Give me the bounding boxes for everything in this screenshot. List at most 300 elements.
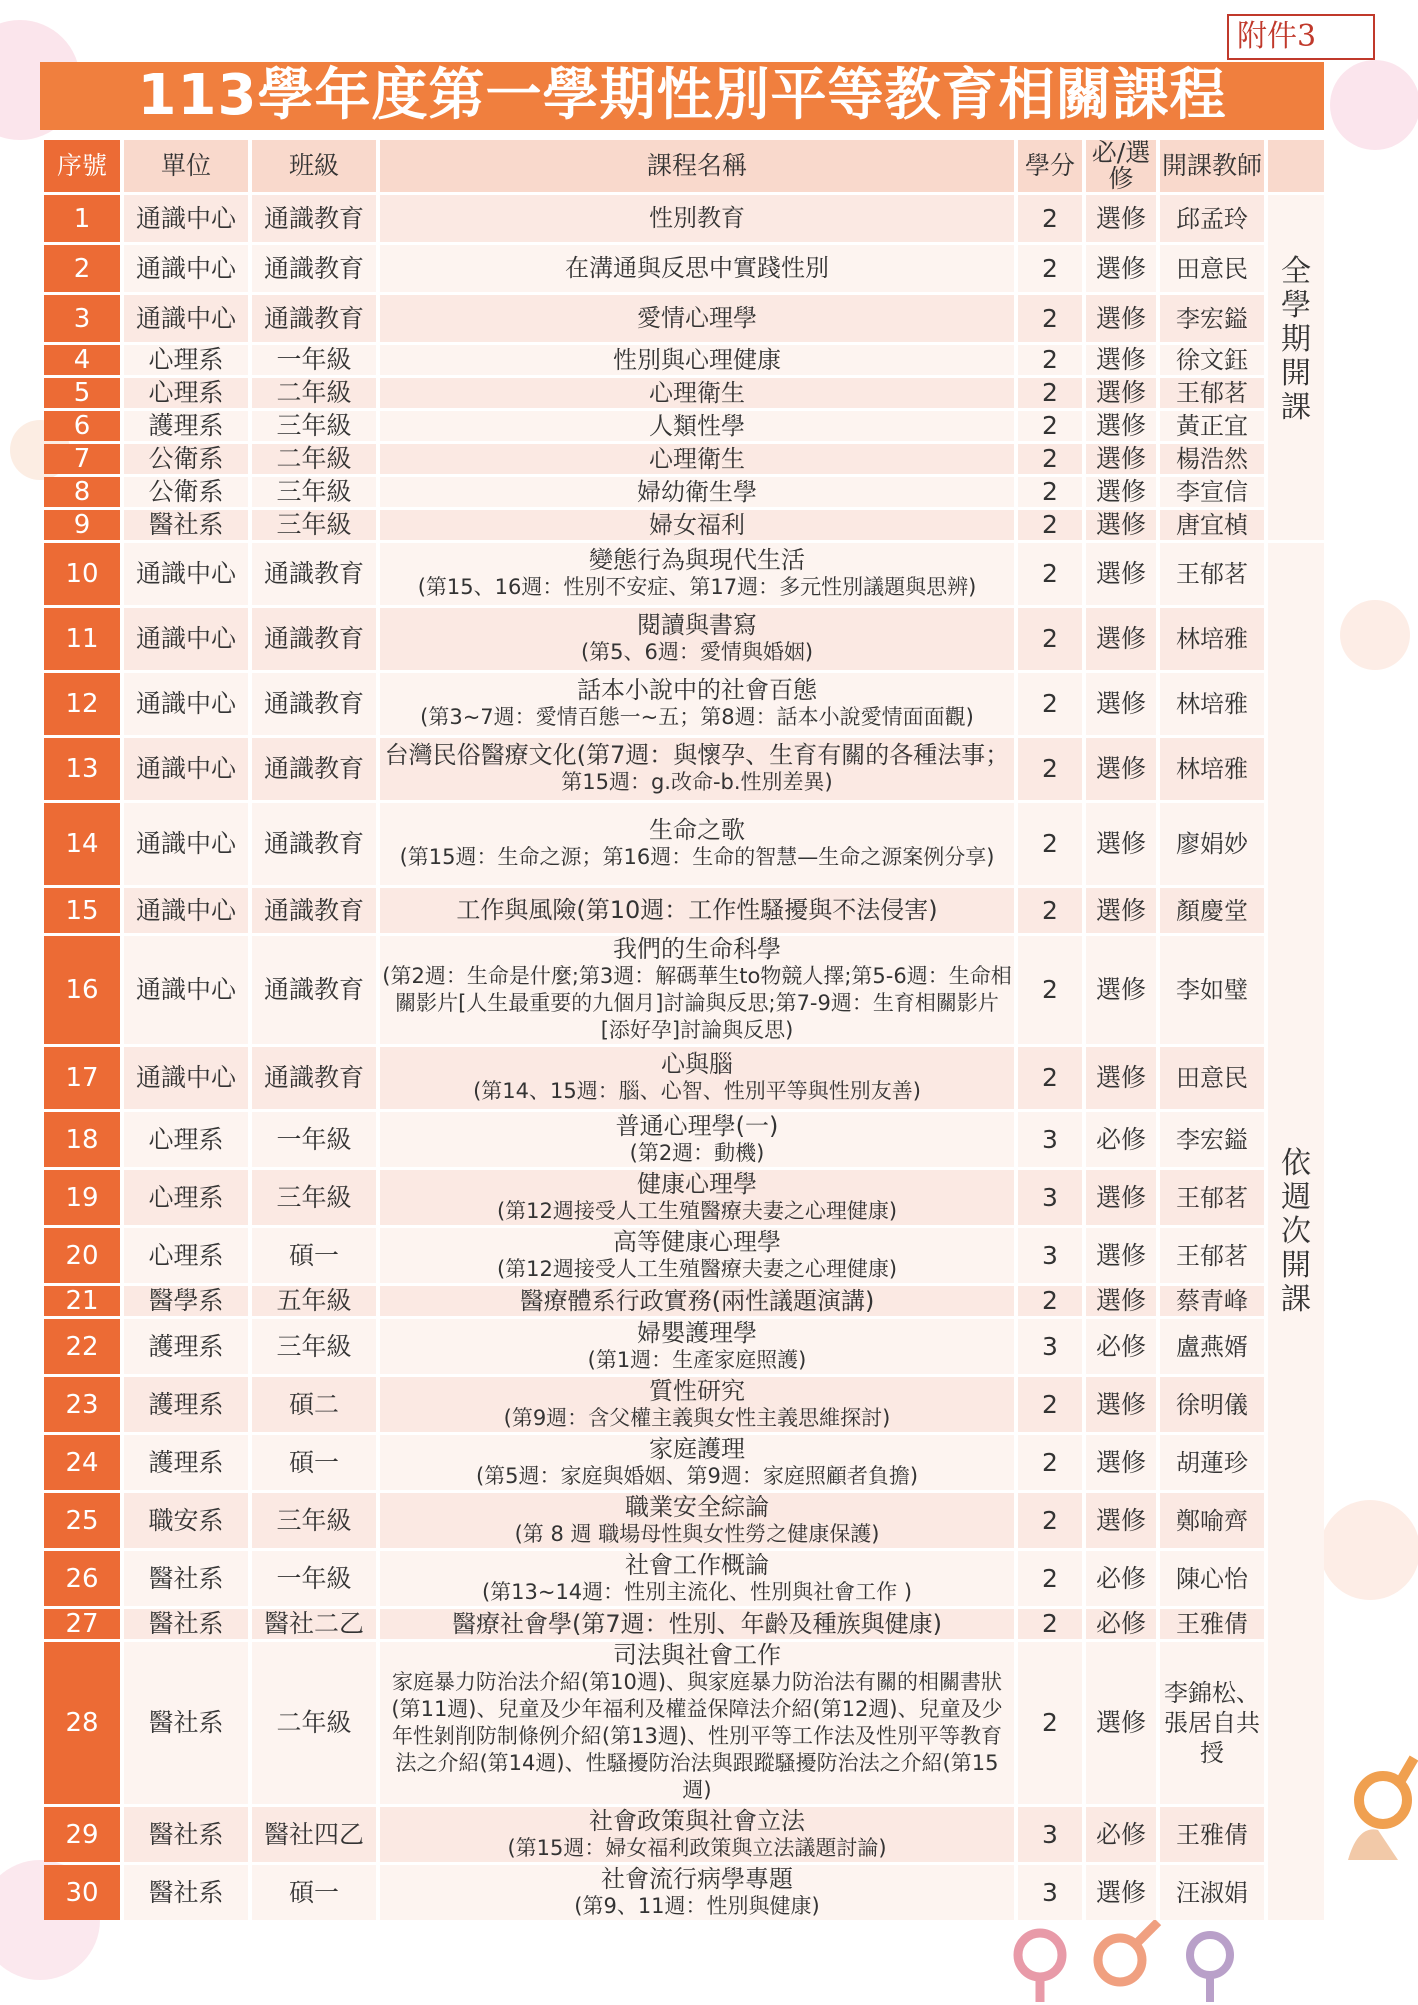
row-credits: 3 xyxy=(1018,1112,1082,1167)
row-required: 必修 xyxy=(1086,1551,1156,1606)
row-required: 選修 xyxy=(1086,936,1156,1044)
row-unit: 公衛系 xyxy=(124,444,248,474)
row-teacher: 王郁茗 xyxy=(1160,543,1264,605)
row-no: 9 xyxy=(44,510,120,540)
course-detail: (第1週：生產家庭照護) xyxy=(587,1347,807,1372)
row-no: 18 xyxy=(44,1112,120,1167)
row-required: 選修 xyxy=(1086,411,1156,441)
row-required: 選修 xyxy=(1086,543,1156,605)
row-no: 12 xyxy=(44,673,120,735)
row-class: 醫社二乙 xyxy=(252,1609,376,1639)
course-title: 變態行為與現代生活 xyxy=(589,546,805,574)
row-course xyxy=(380,1493,1014,1548)
row-teacher: 王郁茗 xyxy=(1160,378,1264,408)
course-title: 質性研究 xyxy=(649,1377,745,1405)
row-teacher: 鄭喻齊 xyxy=(1160,1493,1264,1548)
row-class: 通識教育 xyxy=(252,738,376,800)
table-row xyxy=(44,936,1324,1044)
table-row xyxy=(44,411,1324,441)
course-title: 社會政策與社會立法 xyxy=(589,1807,805,1835)
row-required: 選修 xyxy=(1086,608,1156,670)
row-unit: 公衛系 xyxy=(124,477,248,507)
row-unit: 心理系 xyxy=(124,345,248,375)
row-credits: 2 xyxy=(1018,477,1082,507)
course-title: 普通心理學(一) xyxy=(615,1112,779,1140)
row-unit: 醫社系 xyxy=(124,1807,248,1862)
row-teacher: 林培雅 xyxy=(1160,738,1264,800)
row-teacher: 田意民 xyxy=(1160,245,1264,292)
row-teacher: 顏慶堂 xyxy=(1160,888,1264,933)
table-row xyxy=(44,1807,1324,1862)
row-course xyxy=(380,673,1014,735)
row-class: 通識教育 xyxy=(252,195,376,242)
row-credits: 2 xyxy=(1018,1551,1082,1606)
course-title: 工作與風險(第10週：工作性騷擾與不法侵害) xyxy=(456,896,938,924)
row-credits: 2 xyxy=(1018,378,1082,408)
row-credits: 2 xyxy=(1018,1047,1082,1109)
side-label-text: 全 學 期 開 課 xyxy=(1281,254,1311,425)
row-unit: 心理系 xyxy=(124,1170,248,1225)
row-teacher: 徐明儀 xyxy=(1160,1377,1264,1432)
row-credits: 2 xyxy=(1018,888,1082,933)
row-class: 通識教育 xyxy=(252,1047,376,1109)
row-required: 必修 xyxy=(1086,1609,1156,1639)
row-credits: 2 xyxy=(1018,543,1082,605)
row-credits: 3 xyxy=(1018,1865,1082,1920)
row-unit: 醫社系 xyxy=(124,510,248,540)
row-class: 通識教育 xyxy=(252,608,376,670)
row-credits: 2 xyxy=(1018,295,1082,342)
table-row xyxy=(44,444,1324,474)
header-teacher: 開課教師 xyxy=(1160,140,1264,192)
row-teacher: 汪淑娟 xyxy=(1160,1865,1264,1920)
bokeh-decoration xyxy=(1320,1500,1418,1600)
table-row xyxy=(44,738,1324,800)
course-title: 婦女福利 xyxy=(649,510,745,539)
row-no: 5 xyxy=(44,378,120,408)
row-class: 碩一 xyxy=(252,1435,376,1490)
row-course xyxy=(380,936,1014,1044)
row-no: 4 xyxy=(44,345,120,375)
row-unit: 醫社系 xyxy=(124,1551,248,1606)
row-no: 3 xyxy=(44,295,120,342)
bokeh-decoration xyxy=(1330,60,1418,150)
header-required: 必/選修 xyxy=(1086,140,1156,192)
table-row xyxy=(44,195,1324,242)
row-course xyxy=(380,1047,1014,1109)
table-row xyxy=(44,245,1324,292)
course-detail: (第9週：含父權主義與女性主義思維探討) xyxy=(503,1405,891,1430)
row-class: 二年級 xyxy=(252,1642,376,1804)
course-title: 高等健康心理學 xyxy=(613,1228,781,1256)
course-detail: (第12週接受人工生殖醫療夫妻之心理健康) xyxy=(496,1256,898,1281)
row-teacher: 邱孟玲 xyxy=(1160,195,1264,242)
course-title: 心理衛生 xyxy=(649,378,745,407)
row-credits: 2 xyxy=(1018,738,1082,800)
row-course xyxy=(380,444,1014,474)
row-unit: 通識中心 xyxy=(124,673,248,735)
row-no: 24 xyxy=(44,1435,120,1490)
row-credits: 2 xyxy=(1018,1493,1082,1548)
row-required: 選修 xyxy=(1086,1493,1156,1548)
row-course xyxy=(380,510,1014,540)
row-teacher: 廖娟妙 xyxy=(1160,803,1264,885)
row-credits: 3 xyxy=(1018,1319,1082,1374)
row-unit: 通識中心 xyxy=(124,1047,248,1109)
row-unit: 通識中心 xyxy=(124,608,248,670)
row-course xyxy=(380,477,1014,507)
row-teacher: 盧燕婿 xyxy=(1160,1319,1264,1374)
row-no: 17 xyxy=(44,1047,120,1109)
row-no: 8 xyxy=(44,477,120,507)
course-title: 健康心理學 xyxy=(637,1170,757,1198)
row-class: 三年級 xyxy=(252,477,376,507)
row-required: 選修 xyxy=(1086,378,1156,408)
row-credits: 3 xyxy=(1018,1807,1082,1862)
row-teacher: 李如璧 xyxy=(1160,936,1264,1044)
row-unit: 通識中心 xyxy=(124,803,248,885)
course-title: 閱讀與書寫 xyxy=(637,611,757,639)
row-course xyxy=(380,608,1014,670)
table-row xyxy=(44,510,1324,540)
row-course xyxy=(380,1609,1014,1639)
row-teacher: 黃正宜 xyxy=(1160,411,1264,441)
table-row xyxy=(44,1170,1324,1225)
row-required: 選修 xyxy=(1086,1286,1156,1316)
row-teacher: 李宏鎰 xyxy=(1160,1112,1264,1167)
course-title: 婦嬰護理學 xyxy=(637,1319,757,1347)
row-course xyxy=(380,1865,1014,1920)
row-class: 五年級 xyxy=(252,1286,376,1316)
row-required: 必修 xyxy=(1086,1319,1156,1374)
table-row xyxy=(44,1865,1324,1920)
header-no: 序號 xyxy=(44,140,120,192)
table-row xyxy=(44,1609,1324,1639)
header-side-blank xyxy=(1268,140,1324,192)
row-unit: 通識中心 xyxy=(124,738,248,800)
row-unit: 通識中心 xyxy=(124,888,248,933)
course-detail: (第15週：婦女福利政策與立法議題討論) xyxy=(507,1835,887,1860)
row-required: 選修 xyxy=(1086,1170,1156,1225)
row-unit: 通識中心 xyxy=(124,195,248,242)
row-unit: 護理系 xyxy=(124,1435,248,1490)
row-credits: 2 xyxy=(1018,673,1082,735)
row-unit: 護理系 xyxy=(124,411,248,441)
row-no: 1 xyxy=(44,195,120,242)
row-no: 11 xyxy=(44,608,120,670)
row-class: 醫社四乙 xyxy=(252,1807,376,1862)
course-detail: (第2週：動機) xyxy=(629,1140,765,1165)
row-no: 15 xyxy=(44,888,120,933)
row-required: 選修 xyxy=(1086,510,1156,540)
row-course xyxy=(380,1377,1014,1432)
course-title: 台灣民俗醫療文化(第7週：與懷孕、生育有關的各種法事； xyxy=(384,741,1010,769)
row-no: 13 xyxy=(44,738,120,800)
row-required: 選修 xyxy=(1086,888,1156,933)
row-course xyxy=(380,1435,1014,1490)
side-label-text: 依 週 次 開 課 xyxy=(1281,1145,1311,1317)
row-class: 一年級 xyxy=(252,1112,376,1167)
row-no: 10 xyxy=(44,543,120,605)
row-course xyxy=(380,888,1014,933)
row-unit: 醫社系 xyxy=(124,1609,248,1639)
row-credits: 2 xyxy=(1018,510,1082,540)
table-row xyxy=(44,1286,1324,1316)
gender-symbol-hand-decoration xyxy=(1338,1730,1418,1860)
row-no: 26 xyxy=(44,1551,120,1606)
course-title: 心理衛生 xyxy=(649,444,745,473)
row-credits: 2 xyxy=(1018,1609,1082,1639)
row-class: 三年級 xyxy=(252,1170,376,1225)
row-class: 一年級 xyxy=(252,345,376,375)
row-teacher: 胡蓮珍 xyxy=(1160,1435,1264,1490)
row-class: 通識教育 xyxy=(252,888,376,933)
course-title: 社會流行病學專題 xyxy=(601,1865,793,1893)
row-teacher: 田意民 xyxy=(1160,1047,1264,1109)
table-row xyxy=(44,608,1324,670)
row-credits: 2 xyxy=(1018,1286,1082,1316)
header-credits: 學分 xyxy=(1018,140,1082,192)
gender-symbols-decoration xyxy=(1000,1910,1300,2005)
row-no: 16 xyxy=(44,936,120,1044)
row-class: 通識教育 xyxy=(252,673,376,735)
row-course xyxy=(380,738,1014,800)
row-required: 選修 xyxy=(1086,1228,1156,1283)
course-detail: (第3~7週：愛情百態一~五；第8週：話本小說愛情面面觀) xyxy=(420,705,974,729)
course-title: 性別與心理健康 xyxy=(613,345,781,374)
row-required: 選修 xyxy=(1086,1047,1156,1109)
row-teacher: 林培雅 xyxy=(1160,608,1264,670)
table-row xyxy=(44,1047,1324,1109)
row-required: 選修 xyxy=(1086,345,1156,375)
row-teacher: 李宣信 xyxy=(1160,477,1264,507)
row-teacher: 李錦松、張居自共授 xyxy=(1160,1642,1264,1804)
course-title: 性別教育 xyxy=(649,204,745,232)
row-teacher: 徐文鈺 xyxy=(1160,345,1264,375)
row-unit: 護理系 xyxy=(124,1377,248,1432)
row-credits: 3 xyxy=(1018,1228,1082,1283)
row-required: 選修 xyxy=(1086,1642,1156,1804)
header-class: 班級 xyxy=(252,140,376,192)
row-required: 選修 xyxy=(1086,738,1156,800)
course-title: 愛情心理學 xyxy=(637,304,757,332)
table-row xyxy=(44,1435,1324,1490)
course-detail: (第13~14週：性別主流化、性別與社會工作 ) xyxy=(481,1579,913,1604)
side-label-by-week xyxy=(1268,543,1324,1920)
course-detail: (第 8 週 職場母性與女性勞之健康保護) xyxy=(514,1521,880,1546)
row-teacher: 王郁茗 xyxy=(1160,1228,1264,1283)
row-required: 選修 xyxy=(1086,803,1156,885)
row-teacher: 楊浩然 xyxy=(1160,444,1264,474)
row-unit: 心理系 xyxy=(124,378,248,408)
table-row xyxy=(44,1228,1324,1283)
row-credits: 2 xyxy=(1018,1377,1082,1432)
row-unit: 心理系 xyxy=(124,1112,248,1167)
table-row xyxy=(44,1642,1324,1804)
row-course xyxy=(380,295,1014,342)
row-no: 2 xyxy=(44,245,120,292)
row-class: 三年級 xyxy=(252,510,376,540)
row-teacher: 李宏鎰 xyxy=(1160,295,1264,342)
row-class: 三年級 xyxy=(252,1493,376,1548)
row-teacher: 陳心怡 xyxy=(1160,1551,1264,1606)
row-class: 二年級 xyxy=(252,378,376,408)
row-teacher: 唐宜楨 xyxy=(1160,510,1264,540)
course-detail: 家庭暴力防治法介紹(第10週)、與家庭暴力防治法有關的相關書狀(第11週)、兒童及少年福利及權益保障法介紹(第12週)、兒童及少年性剝削防制條例介紹(第13週)、性別平等工作法及性別平等教育法之介紹(第14週)、性騷擾防治法與跟蹤騷擾防治法之介紹(第15週) xyxy=(391,1670,1003,1802)
table-row xyxy=(44,345,1324,375)
row-credits: 2 xyxy=(1018,1642,1082,1804)
row-course xyxy=(380,1551,1014,1606)
page-title: 113學年度第一學期性別平等教育相關課程 xyxy=(40,62,1324,130)
course-title: 話本小說中的社會百態 xyxy=(577,676,817,704)
table-row xyxy=(44,543,1324,605)
row-no: 30 xyxy=(44,1865,120,1920)
course-title: 我們的生命科學 xyxy=(613,936,781,963)
row-course xyxy=(380,543,1014,605)
row-required: 選修 xyxy=(1086,477,1156,507)
row-required: 選修 xyxy=(1086,195,1156,242)
row-class: 通識教育 xyxy=(252,803,376,885)
course-detail: (第5週：家庭與婚姻、第9週：家庭照顧者負擔) xyxy=(475,1463,919,1488)
row-unit: 護理系 xyxy=(124,1319,248,1374)
course-detail: (第2週：生命是什麼;第3週：解碼華生to物競人擇;第5-6週：生命相關影片[人生最重要的九個月]討論與反思;第7-9週：生育相關影片[添好孕]討論與反思) xyxy=(382,964,1012,1042)
header-unit: 單位 xyxy=(124,140,248,192)
row-course xyxy=(380,1807,1014,1862)
course-title: 家庭護理 xyxy=(649,1435,745,1463)
row-class: 一年級 xyxy=(252,1551,376,1606)
row-class: 通識教育 xyxy=(252,295,376,342)
attachment-label: 附件3 xyxy=(1227,14,1375,60)
row-class: 碩一 xyxy=(252,1228,376,1283)
side-label-full-semester xyxy=(1268,195,1324,540)
row-teacher: 王雅倩 xyxy=(1160,1807,1264,1862)
row-required: 必修 xyxy=(1086,1807,1156,1862)
row-unit: 醫學系 xyxy=(124,1286,248,1316)
row-course xyxy=(380,1228,1014,1283)
row-class: 三年級 xyxy=(252,411,376,441)
course-title: 司法與社會工作 xyxy=(613,1642,781,1669)
table-row xyxy=(44,1319,1324,1374)
row-class: 三年級 xyxy=(252,1319,376,1374)
row-no: 20 xyxy=(44,1228,120,1283)
course-title: 社會工作概論 xyxy=(625,1551,769,1579)
row-no: 7 xyxy=(44,444,120,474)
row-unit: 通識中心 xyxy=(124,245,248,292)
row-required: 選修 xyxy=(1086,1865,1156,1920)
table-row xyxy=(44,1493,1324,1548)
row-no: 21 xyxy=(44,1286,120,1316)
row-course xyxy=(380,803,1014,885)
row-required: 選修 xyxy=(1086,245,1156,292)
row-credits: 2 xyxy=(1018,345,1082,375)
row-course xyxy=(380,1642,1014,1804)
course-title: 生命之歌 xyxy=(649,816,745,844)
table-row xyxy=(44,673,1324,735)
row-no: 14 xyxy=(44,803,120,885)
row-class: 二年級 xyxy=(252,444,376,474)
header-course: 課程名稱 xyxy=(380,140,1014,192)
course-title: 醫療體系行政實務(兩性議題演講) xyxy=(519,1286,875,1315)
course-title: 在溝通與反思中實踐性別 xyxy=(565,254,829,282)
row-teacher: 蔡青峰 xyxy=(1160,1286,1264,1316)
row-no: 22 xyxy=(44,1319,120,1374)
table-row xyxy=(44,295,1324,342)
row-teacher: 王雅倩 xyxy=(1160,1609,1264,1639)
row-course xyxy=(380,411,1014,441)
row-no: 27 xyxy=(44,1609,120,1639)
row-credits: 2 xyxy=(1018,411,1082,441)
row-credits: 2 xyxy=(1018,936,1082,1044)
row-course xyxy=(380,378,1014,408)
table-header-row xyxy=(44,140,1324,192)
row-course xyxy=(380,1286,1014,1316)
row-required: 選修 xyxy=(1086,1435,1156,1490)
course-detail: (第15、16週：性別不安症、第17週：多元性別議題與思辨) xyxy=(417,575,977,599)
row-unit: 職安系 xyxy=(124,1493,248,1548)
table-row xyxy=(44,1112,1324,1167)
course-detail: (第14、15週：腦、心智、性別平等與性別友善) xyxy=(473,1079,921,1103)
course-title: 婦幼衛生學 xyxy=(637,477,757,506)
row-class: 通識教育 xyxy=(252,936,376,1044)
course-rows xyxy=(44,195,1324,1920)
row-class: 碩二 xyxy=(252,1377,376,1432)
course-detail: 第15週：g.改命-b.性別差異) xyxy=(561,770,833,794)
table-row xyxy=(44,378,1324,408)
course-detail: (第5、6週：愛情與婚姻) xyxy=(580,640,814,664)
course-detail: (第12週接受人工生殖醫療夫妻之心理健康) xyxy=(496,1198,898,1223)
row-required: 必修 xyxy=(1086,1112,1156,1167)
row-unit: 醫社系 xyxy=(124,1642,248,1804)
table-row xyxy=(44,1377,1324,1432)
row-course xyxy=(380,1319,1014,1374)
row-course xyxy=(380,195,1014,242)
row-unit: 通識中心 xyxy=(124,295,248,342)
course-detail: (第15週：生命之源；第16週：生命的智慧—生命之源案例分享) xyxy=(399,845,995,869)
row-class: 碩一 xyxy=(252,1865,376,1920)
course-table xyxy=(40,137,1328,1923)
row-credits: 2 xyxy=(1018,245,1082,292)
row-teacher: 林培雅 xyxy=(1160,673,1264,735)
table-row xyxy=(44,477,1324,507)
row-course xyxy=(380,245,1014,292)
course-title: 職業安全綜論 xyxy=(625,1493,769,1521)
row-no: 23 xyxy=(44,1377,120,1432)
row-credits: 2 xyxy=(1018,803,1082,885)
row-unit: 醫社系 xyxy=(124,1865,248,1920)
row-teacher: 王郁茗 xyxy=(1160,1170,1264,1225)
row-no: 6 xyxy=(44,411,120,441)
bokeh-decoration xyxy=(1340,600,1410,670)
course-title: 醫療社會學(第7週：性別、年齡及種族與健康) xyxy=(452,1609,942,1638)
row-credits: 2 xyxy=(1018,1435,1082,1490)
row-course xyxy=(380,1112,1014,1167)
row-no: 19 xyxy=(44,1170,120,1225)
row-no: 25 xyxy=(44,1493,120,1548)
row-credits: 2 xyxy=(1018,608,1082,670)
row-required: 選修 xyxy=(1086,444,1156,474)
row-class: 通識教育 xyxy=(252,245,376,292)
course-title: 人類性學 xyxy=(649,411,745,440)
row-credits: 2 xyxy=(1018,195,1082,242)
row-required: 選修 xyxy=(1086,295,1156,342)
row-unit: 心理系 xyxy=(124,1228,248,1283)
table-row xyxy=(44,1551,1324,1606)
table-row xyxy=(44,888,1324,933)
row-required: 選修 xyxy=(1086,673,1156,735)
row-unit: 通識中心 xyxy=(124,936,248,1044)
course-title: 心與腦 xyxy=(661,1050,733,1078)
row-credits: 2 xyxy=(1018,444,1082,474)
